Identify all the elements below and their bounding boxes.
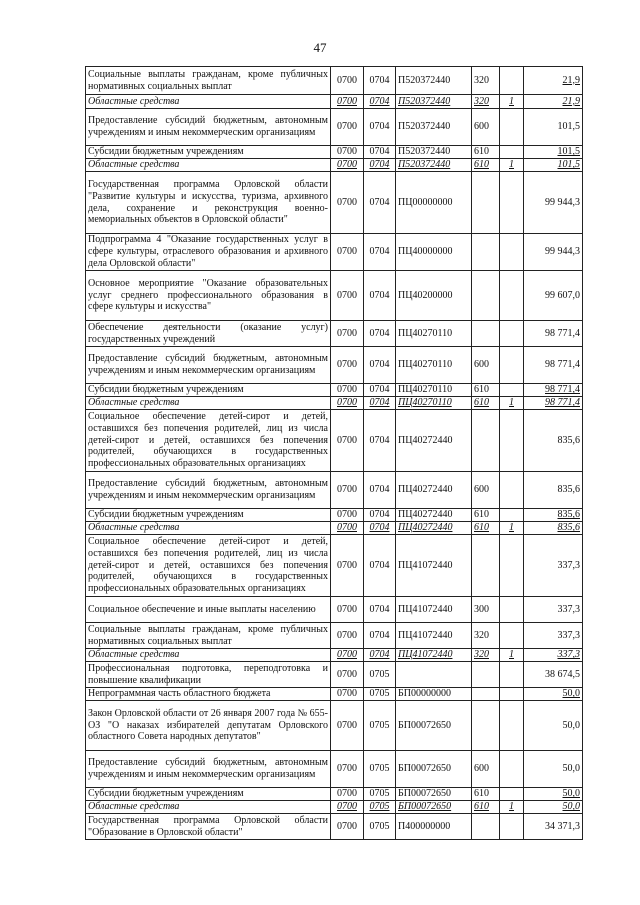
- amount-cell: 337,3: [524, 597, 583, 623]
- row-name-cell: Обеспечение деятельности (оказание услуг) государственных учреждений: [86, 321, 331, 347]
- funding-source-cell: [500, 688, 524, 701]
- target-article-cell: П520372440: [396, 95, 472, 109]
- amount-cell: 101,5: [524, 159, 583, 172]
- expense-type-cell: 600: [472, 347, 500, 384]
- table-row: [86, 159, 583, 172]
- amount-cell: 98 771,4: [524, 397, 583, 410]
- section-code-cell: 0700: [331, 801, 364, 814]
- row-name-cell: Непрограммная часть областного бюджета: [86, 688, 331, 701]
- subsection-code-cell: 0704: [364, 522, 396, 535]
- amount-cell: 50,0: [524, 751, 583, 788]
- subsection-code-cell: 0704: [364, 597, 396, 623]
- expense-type-cell: [472, 172, 500, 234]
- target-article-cell: ПЦ40270110: [396, 321, 472, 347]
- table-row: [86, 347, 583, 384]
- table-row: [86, 649, 583, 662]
- table-row: [86, 95, 583, 109]
- section-code-cell: 0700: [331, 159, 364, 172]
- amount-cell: 337,3: [524, 649, 583, 662]
- section-code-cell: 0700: [331, 95, 364, 109]
- subsection-code-cell: 0705: [364, 814, 396, 840]
- row-name-cell: Социальное обеспечение и иные выплаты населению: [86, 597, 331, 623]
- amount-cell: 50,0: [524, 801, 583, 814]
- funding-source-cell: [500, 172, 524, 234]
- table-row: [86, 271, 583, 321]
- funding-source-cell: [500, 509, 524, 522]
- target-article-cell: ПЦ41072440: [396, 597, 472, 623]
- row-name-cell: Субсидии бюджетным учреждениям: [86, 384, 331, 397]
- section-code-cell: 0700: [331, 397, 364, 410]
- funding-source-cell: [500, 347, 524, 384]
- amount-cell: 835,6: [524, 410, 583, 472]
- funding-source-cell: [500, 623, 524, 649]
- row-name-cell: Предоставление субсидий бюджетным, автономным учреждениям и иным некоммерческим организациям: [86, 347, 331, 384]
- table-row: [86, 801, 583, 814]
- section-code-cell: 0700: [331, 109, 364, 146]
- funding-source-cell: [500, 788, 524, 801]
- section-code-cell: 0700: [331, 67, 364, 95]
- table-row: [86, 701, 583, 751]
- expense-type-cell: 320: [472, 67, 500, 95]
- subsection-code-cell: 0705: [364, 788, 396, 801]
- amount-cell: 38 674,5: [524, 662, 583, 688]
- funding-source-cell: [500, 701, 524, 751]
- amount-cell: 34 371,3: [524, 814, 583, 840]
- target-article-cell: ПЦ41072440: [396, 623, 472, 649]
- table-row: [86, 597, 583, 623]
- subsection-code-cell: 0704: [364, 623, 396, 649]
- expense-type-cell: 300: [472, 597, 500, 623]
- section-code-cell: 0700: [331, 623, 364, 649]
- expense-type-cell: [472, 271, 500, 321]
- amount-cell: 50,0: [524, 701, 583, 751]
- target-article-cell: БП00072650: [396, 801, 472, 814]
- amount-cell: 98 771,4: [524, 321, 583, 347]
- funding-source-cell: [500, 535, 524, 597]
- budget-allocation-table: [85, 66, 583, 840]
- target-article-cell: БП00072650: [396, 701, 472, 751]
- section-code-cell: 0700: [331, 321, 364, 347]
- section-code-cell: 0700: [331, 814, 364, 840]
- row-name-cell: Социальные выплаты гражданам, кроме публичных нормативных социальных выплат: [86, 67, 331, 95]
- row-name-cell: Предоставление субсидий бюджетным, автономным учреждениям и иным некоммерческим организациям: [86, 751, 331, 788]
- amount-cell: 50,0: [524, 688, 583, 701]
- expense-type-cell: [472, 234, 500, 271]
- table-row: [86, 109, 583, 146]
- subsection-code-cell: 0705: [364, 662, 396, 688]
- row-name-cell: Областные средства: [86, 95, 331, 109]
- funding-source-cell: [500, 597, 524, 623]
- table-row: [86, 410, 583, 472]
- amount-cell: 101,5: [524, 109, 583, 146]
- table-row: [86, 623, 583, 649]
- expense-type-cell: [472, 535, 500, 597]
- funding-source-cell: [500, 410, 524, 472]
- table-row: [86, 688, 583, 701]
- table-row: [86, 788, 583, 801]
- target-article-cell: П520372440: [396, 67, 472, 95]
- row-name-cell: Субсидии бюджетным учреждениям: [86, 146, 331, 159]
- expense-type-cell: 610: [472, 522, 500, 535]
- funding-source-cell: [500, 472, 524, 509]
- section-code-cell: 0700: [331, 701, 364, 751]
- expense-type-cell: [472, 662, 500, 688]
- expense-type-cell: [472, 688, 500, 701]
- table-row: [86, 321, 583, 347]
- funding-source-cell: [500, 146, 524, 159]
- section-code-cell: 0700: [331, 271, 364, 321]
- section-code-cell: 0700: [331, 662, 364, 688]
- expense-type-cell: 320: [472, 623, 500, 649]
- expense-type-cell: 610: [472, 397, 500, 410]
- target-article-cell: П520372440: [396, 146, 472, 159]
- table-row: [86, 472, 583, 509]
- funding-source-cell: [500, 109, 524, 146]
- funding-source-cell: 1: [500, 649, 524, 662]
- subsection-code-cell: 0704: [364, 649, 396, 662]
- row-name-cell: Государственная программа Орловской области "Образование в Орловской области": [86, 814, 331, 840]
- funding-source-cell: 1: [500, 397, 524, 410]
- target-article-cell: П520372440: [396, 109, 472, 146]
- row-name-cell: Социальные выплаты гражданам, кроме публичных нормативных социальных выплат: [86, 623, 331, 649]
- row-name-cell: Основное мероприятие "Оказание образовательных услуг среднего профессионального образования в сфере культуры и искусства": [86, 271, 331, 321]
- subsection-code-cell: 0704: [364, 109, 396, 146]
- table-row: [86, 814, 583, 840]
- subsection-code-cell: 0704: [364, 397, 396, 410]
- subsection-code-cell: 0704: [364, 67, 396, 95]
- subsection-code-cell: 0705: [364, 688, 396, 701]
- table-row: [86, 172, 583, 234]
- row-name-cell: Профессиональная подготовка, переподготовка и повышение квалификации: [86, 662, 331, 688]
- target-article-cell: П400000000: [396, 814, 472, 840]
- subsection-code-cell: 0704: [364, 509, 396, 522]
- target-article-cell: ПЦ41072440: [396, 649, 472, 662]
- expense-type-cell: 610: [472, 801, 500, 814]
- expense-type-cell: [472, 701, 500, 751]
- subsection-code-cell: 0704: [364, 472, 396, 509]
- expense-type-cell: 610: [472, 788, 500, 801]
- table-row: [86, 751, 583, 788]
- row-name-cell: Областные средства: [86, 801, 331, 814]
- funding-source-cell: 1: [500, 801, 524, 814]
- section-code-cell: 0700: [331, 522, 364, 535]
- subsection-code-cell: 0704: [364, 159, 396, 172]
- section-code-cell: 0700: [331, 649, 364, 662]
- target-article-cell: ПЦ40270110: [396, 347, 472, 384]
- subsection-code-cell: 0704: [364, 410, 396, 472]
- table-body: [86, 67, 583, 840]
- funding-source-cell: [500, 751, 524, 788]
- section-code-cell: 0700: [331, 788, 364, 801]
- expense-type-cell: 320: [472, 649, 500, 662]
- amount-cell: 21,9: [524, 95, 583, 109]
- subsection-code-cell: 0704: [364, 384, 396, 397]
- subsection-code-cell: 0705: [364, 701, 396, 751]
- expense-type-cell: 610: [472, 509, 500, 522]
- funding-source-cell: [500, 271, 524, 321]
- subsection-code-cell: 0704: [364, 271, 396, 321]
- row-name-cell: Областные средства: [86, 522, 331, 535]
- amount-cell: 835,6: [524, 472, 583, 509]
- funding-source-cell: 1: [500, 159, 524, 172]
- expense-type-cell: 600: [472, 472, 500, 509]
- row-name-cell: Социальное обеспечение детей-сирот и детей, оставшихся без попечения родителей, лиц из числа детей-сирот и детей, оставшихся без попечения родителей, обучающихся в государственных профессиональных образовательных организациях: [86, 535, 331, 597]
- expense-type-cell: 610: [472, 159, 500, 172]
- funding-source-cell: [500, 67, 524, 95]
- row-name-cell: Подпрограмма 4 "Оказание государственных услуг в сфере культуры, отраслевого образования и архивного дела Орловской области": [86, 234, 331, 271]
- target-article-cell: ПЦ40270110: [396, 384, 472, 397]
- section-code-cell: 0700: [331, 172, 364, 234]
- amount-cell: 337,3: [524, 623, 583, 649]
- section-code-cell: 0700: [331, 410, 364, 472]
- table-row: [86, 234, 583, 271]
- expense-type-cell: [472, 814, 500, 840]
- row-name-cell: Областные средства: [86, 397, 331, 410]
- funding-source-cell: [500, 814, 524, 840]
- expense-type-cell: [472, 410, 500, 472]
- amount-cell: 337,3: [524, 535, 583, 597]
- amount-cell: 99 944,3: [524, 234, 583, 271]
- row-name-cell: Закон Орловской области от 26 января 2007 года № 655-ОЗ "О наказах избирателей депутатам Орловского областного Совета народных депутатов": [86, 701, 331, 751]
- target-article-cell: П520372440: [396, 159, 472, 172]
- table-row: [86, 522, 583, 535]
- table-row: [86, 146, 583, 159]
- row-name-cell: Предоставление субсидий бюджетным, автономным учреждениям и иным некоммерческим организациям: [86, 472, 331, 509]
- amount-cell: 101,5: [524, 146, 583, 159]
- row-name-cell: Субсидии бюджетным учреждениям: [86, 788, 331, 801]
- target-article-cell: БП00072650: [396, 788, 472, 801]
- row-name-cell: Областные средства: [86, 649, 331, 662]
- section-code-cell: 0700: [331, 146, 364, 159]
- expense-type-cell: 610: [472, 384, 500, 397]
- amount-cell: 99 944,3: [524, 172, 583, 234]
- row-name-cell: Субсидии бюджетным учреждениям: [86, 509, 331, 522]
- table-row: [86, 397, 583, 410]
- target-article-cell: БП00000000: [396, 688, 472, 701]
- funding-source-cell: [500, 662, 524, 688]
- funding-source-cell: 1: [500, 522, 524, 535]
- funding-source-cell: [500, 321, 524, 347]
- table-row: [86, 535, 583, 597]
- target-article-cell: ПЦ40000000: [396, 234, 472, 271]
- subsection-code-cell: 0704: [364, 146, 396, 159]
- subsection-code-cell: 0704: [364, 234, 396, 271]
- page-number: 47: [313, 40, 327, 55]
- funding-source-cell: [500, 234, 524, 271]
- expense-type-cell: 600: [472, 109, 500, 146]
- target-article-cell: [396, 662, 472, 688]
- target-article-cell: ПЦ40270110: [396, 397, 472, 410]
- section-code-cell: 0700: [331, 234, 364, 271]
- target-article-cell: ПЦ40272440: [396, 472, 472, 509]
- subsection-code-cell: 0704: [364, 172, 396, 234]
- subsection-code-cell: 0704: [364, 321, 396, 347]
- table-row: [86, 67, 583, 95]
- amount-cell: 98 771,4: [524, 384, 583, 397]
- target-article-cell: ПЦ40272440: [396, 410, 472, 472]
- section-code-cell: 0700: [331, 347, 364, 384]
- expense-type-cell: 320: [472, 95, 500, 109]
- row-name-cell: Областные средства: [86, 159, 331, 172]
- target-article-cell: ПЦ40200000: [396, 271, 472, 321]
- row-name-cell: Государственная программа Орловской области "Развитие культуры и искусства, туризма, архивного дела, сохранение и реконструкция военно-мемориальных объектов в Орловской области": [86, 172, 331, 234]
- section-code-cell: 0700: [331, 597, 364, 623]
- table-row: [86, 662, 583, 688]
- target-article-cell: ПЦ41072440: [396, 535, 472, 597]
- target-article-cell: ПЦ40272440: [396, 509, 472, 522]
- subsection-code-cell: 0705: [364, 751, 396, 788]
- section-code-cell: 0700: [331, 509, 364, 522]
- row-name-cell: Предоставление субсидий бюджетным, автономным учреждениям и иным некоммерческим организациям: [86, 109, 331, 146]
- expense-type-cell: 600: [472, 751, 500, 788]
- row-name-cell: Социальное обеспечение детей-сирот и детей, оставшихся без попечения родителей, лиц из числа детей-сирот и детей, оставшихся без попечения родителей, обучающихся в государственных профессиональных образовательных организациях: [86, 410, 331, 472]
- table-row: [86, 384, 583, 397]
- amount-cell: 50,0: [524, 788, 583, 801]
- section-code-cell: 0700: [331, 535, 364, 597]
- subsection-code-cell: 0705: [364, 801, 396, 814]
- amount-cell: 99 607,0: [524, 271, 583, 321]
- section-code-cell: 0700: [331, 472, 364, 509]
- expense-type-cell: 610: [472, 146, 500, 159]
- target-article-cell: ПЦ00000000: [396, 172, 472, 234]
- amount-cell: 835,6: [524, 509, 583, 522]
- target-article-cell: БП00072650: [396, 751, 472, 788]
- subsection-code-cell: 0704: [364, 347, 396, 384]
- section-code-cell: 0700: [331, 384, 364, 397]
- section-code-cell: 0700: [331, 688, 364, 701]
- amount-cell: 98 771,4: [524, 347, 583, 384]
- section-code-cell: 0700: [331, 751, 364, 788]
- amount-cell: 835,6: [524, 522, 583, 535]
- funding-source-cell: [500, 384, 524, 397]
- amount-cell: 21,9: [524, 67, 583, 95]
- funding-source-cell: 1: [500, 95, 524, 109]
- subsection-code-cell: 0704: [364, 535, 396, 597]
- subsection-code-cell: 0704: [364, 95, 396, 109]
- table-row: [86, 509, 583, 522]
- expense-type-cell: [472, 321, 500, 347]
- target-article-cell: ПЦ40272440: [396, 522, 472, 535]
